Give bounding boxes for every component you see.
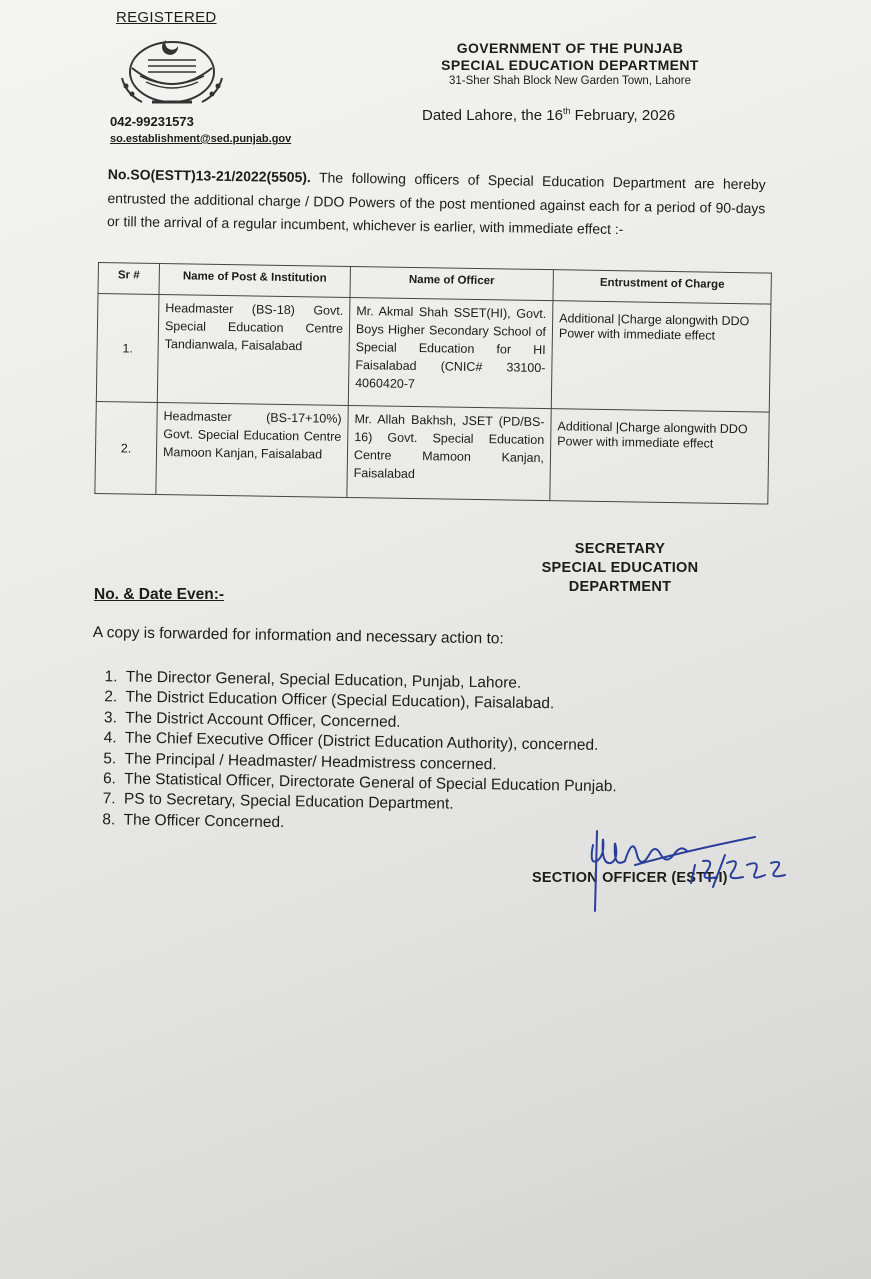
phone-number: 042-99231573 — [110, 114, 194, 129]
list-item: 8. The Officer Concerned. — [119, 810, 759, 840]
list-item: 7. PS to Secretary, Special Education Department. — [120, 790, 760, 820]
forward-text: A copy is forwarded for information and necessary action to: — [92, 624, 504, 648]
date-suffix-sup: th — [562, 106, 571, 116]
department-header — [410, 40, 730, 87]
row-officer: Mr. Akmal Shah SSET(HI), Govt. Boys Higher Secondary School of Special Education for HI Faisalabad (CNIC# 33100-4060420-7 — [348, 297, 553, 408]
secretary-department-line2: DEPARTMENT — [568, 579, 672, 595]
notification-number: No.SO(ESTT)13-21/2022(5505). — [107, 165, 312, 186]
department-address: 31-Sher Shah Block New Garden Town, Lahore — [448, 75, 692, 87]
secretary-department-line1: SPECIAL EDUCATION — [541, 560, 699, 576]
list-item: 2. The District Education Officer (Special Education), Faisalabad. — [121, 688, 761, 718]
row-charge: Additional |Charge alongwith DDO Power with immediate effect — [550, 409, 769, 504]
punjab-emblem-icon — [118, 30, 226, 110]
row-sr: 1. — [96, 294, 159, 403]
row-post: Headmaster (BS-18) Govt. Special Education Centre Tandianwala, Faisalabad — [157, 294, 350, 405]
table-row — [96, 294, 771, 413]
row-officer: Mr. Allah Bakhsh, JSET (PD/BS-16) Govt. Special Education Centre Mamoon Kanjan, Faisalabad — [347, 405, 551, 500]
secretary-title: SECRETARY — [574, 541, 666, 557]
officers-table — [94, 262, 772, 505]
handwritten-signature — [575, 825, 800, 915]
email-address: so.establishment@sed.punjab.gov — [110, 133, 292, 145]
list-item: 1. The Director General, Special Education, Punjab, Lahore. — [122, 667, 762, 697]
date-line — [422, 106, 675, 124]
date-month-year: February, 2026 — [570, 107, 676, 124]
row-post: Headmaster (BS-17+10%) Govt. Special Education Centre Mamoon Kanjan, Faisalabad — [156, 402, 348, 497]
list-item: 3. The District Account Officer, Concerned. — [121, 708, 761, 738]
list-item: 4. The Chief Executive Officer (District Education Authority), concerned. — [121, 729, 761, 759]
section-officer-title: SECTION OFFICER (ESTT-I) — [532, 870, 728, 886]
department-title: SPECIAL EDUCATION DEPARTMENT — [441, 57, 699, 73]
recipient-list — [89, 667, 761, 841]
column-header-post: Name of Post & Institution — [159, 263, 350, 297]
table-row — [95, 401, 769, 504]
notification-paragraph — [107, 163, 766, 244]
secretary-signature-block — [520, 540, 720, 597]
column-header-officer: Name of Officer — [350, 266, 553, 300]
endorsement-heading: No. & Date Even:- — [94, 586, 225, 603]
list-item: 5. The Principal / Headmaster/ Headmistress concerned. — [120, 749, 760, 779]
registered-label: REGISTERED — [116, 9, 217, 26]
column-header-charge: Entrustment of Charge — [553, 270, 771, 304]
notification-text: The following officers of Special Education Department are hereby entrusted the additional charge / DDO Powers of the post mentioned against each for a period of 90-days or till the arrival of a regular incumbent, whichever is earlier, with immediate effect :- — [106, 169, 766, 238]
list-item: 6. The Statistical Officer, Directorate General of Special Education Punjab. — [120, 769, 760, 799]
government-title: GOVERNMENT OF THE PUNJAB — [456, 40, 684, 56]
row-sr: 2. — [95, 401, 157, 494]
date-prefix: Dated Lahore, the 16 — [422, 107, 563, 124]
column-header-sr: Sr # — [98, 263, 159, 295]
row-charge: Additional |Charge alongwith DDO Power with immediate effect — [551, 301, 771, 412]
